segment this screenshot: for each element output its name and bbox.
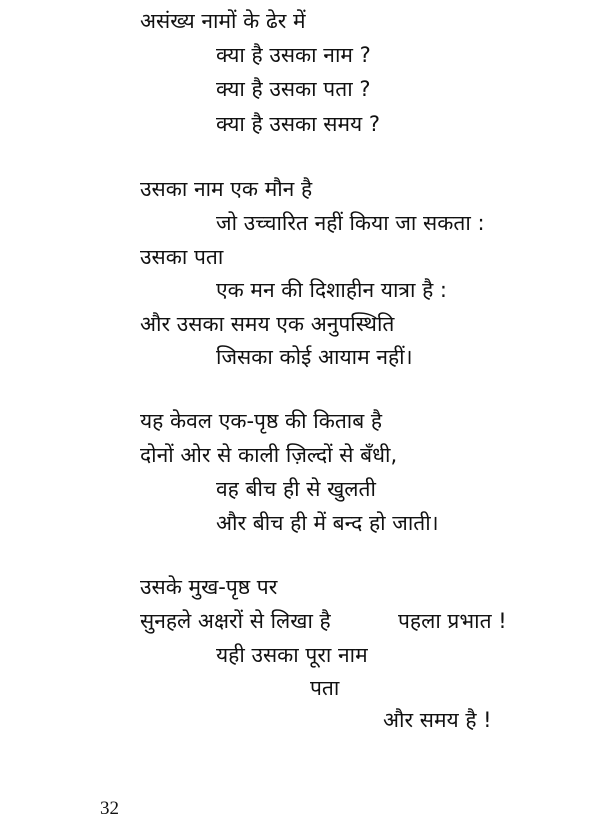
poem-line: और बीच ही में बन्द हो जाती।: [216, 511, 439, 535]
poem-line: क्या है उसका नाम ?: [216, 43, 371, 67]
poem-line: उसके मुख-पृष्ठ पर: [140, 575, 278, 599]
poem-line: और उसका समय एक अनुपस्थिति: [140, 312, 395, 336]
poem-line: दोनों ओर से काली ज़िल्दों से बँधी,: [140, 443, 398, 467]
poem-line: क्या है उसका पता ?: [216, 77, 371, 101]
poem-line: जिसका कोई आयाम नहीं।: [216, 345, 413, 369]
poem-line: उसका पता: [140, 245, 224, 269]
poem-line-right: पहला प्रभात !: [398, 609, 507, 633]
poem-line: पता: [310, 676, 340, 700]
poem-line: वह बीच ही से खुलती: [216, 477, 376, 501]
poem-line: क्या है उसका समय ?: [216, 112, 381, 136]
poem-line: जो उच्चारित नहीं किया जा सकता :: [216, 211, 485, 235]
page-number: 32: [100, 798, 119, 819]
poem-line: यही उसका पूरा नाम: [216, 643, 368, 667]
poem-line: सुनहले अक्षरों से लिखा है: [140, 609, 331, 633]
poem-line: यह केवल एक-पृष्ठ की किताब है: [140, 409, 383, 433]
poem-line: असंख्य नामों के ढेर में: [140, 9, 306, 33]
poem-line: एक मन की दिशाहीन यात्रा है :: [216, 278, 448, 302]
poem-line: उसका नाम एक मौन है: [140, 177, 313, 201]
poem-line: और समय है !: [383, 708, 492, 732]
